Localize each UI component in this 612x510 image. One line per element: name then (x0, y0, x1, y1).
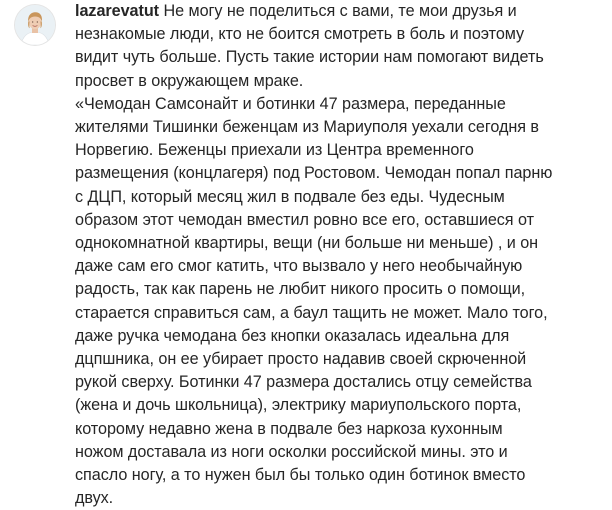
comment-line: Норвегию. Беженцы приехали из Центра временного (75, 141, 474, 160)
comment-line: радость, так как парень не любит никого просить о помощи, (75, 280, 526, 299)
comment-line: спасло ногу, а то нужен был бы только один ботинок вместо (75, 466, 526, 485)
avatar-photo-icon (15, 5, 55, 45)
comment-line: рукой сверху. Ботинки 47 размера достались отцу семейства (75, 373, 532, 392)
comment-line: дцпшника, он ее убирает просто надавив своей скрюченной (75, 350, 527, 369)
comment-line: незнакомые люди, кто не боится смотреть в боль и поэтому (75, 25, 525, 44)
comment-line: с ДЦП, который месяц жил в подвале без еды. Чудесным (75, 187, 505, 206)
comment-line: «Чемодан Самсонайт и ботинки 47 размера, переданные (75, 94, 506, 113)
comment-line: двух. (75, 489, 114, 508)
avatar[interactable] (15, 5, 55, 45)
comment-line: Не могу не поделиться с вами, те мои друзья и (159, 2, 517, 20)
comment-line: которому недавно жена в подвале без наркоза кухонным (75, 419, 503, 438)
comment-line: однокомнатной квартиры, вещи (ни больше ни меньше) , и он (75, 234, 539, 253)
comment-line: размещения (концлагеря) под Ростовом. Чемодан попал парню (75, 164, 553, 183)
comment-line-first (75, 0, 603, 23)
comment-line: старается справиться сам, а баул тащить не может. Мало того, (75, 303, 548, 322)
comment-line: (жена и дочь школьница), электрику мариупольского порта, (75, 396, 522, 415)
comment-line: образом этот чемодан вместил ровно все его, оставшиеся от (75, 210, 534, 229)
username-link[interactable]: lazarevatut (75, 2, 160, 20)
comment-line: жителями Тишинки беженцам из Мариуполя уехали сегодня в (75, 118, 539, 137)
comment-line: даже ручка чемодана без кнопки оказалась идеальна для (75, 326, 510, 345)
comment-line: даже сам его смог катить, что вызвало у него необычайную (75, 257, 523, 276)
comment-line: просвет в окружающем мраке. (75, 71, 304, 90)
comment-line: видит чуть больше. Пусть такие истории нам помогают видеть (75, 48, 544, 67)
comment-line: ножом доставала из ноги осколки российской мины. это и (75, 442, 508, 461)
comment-text (75, 0, 603, 510)
